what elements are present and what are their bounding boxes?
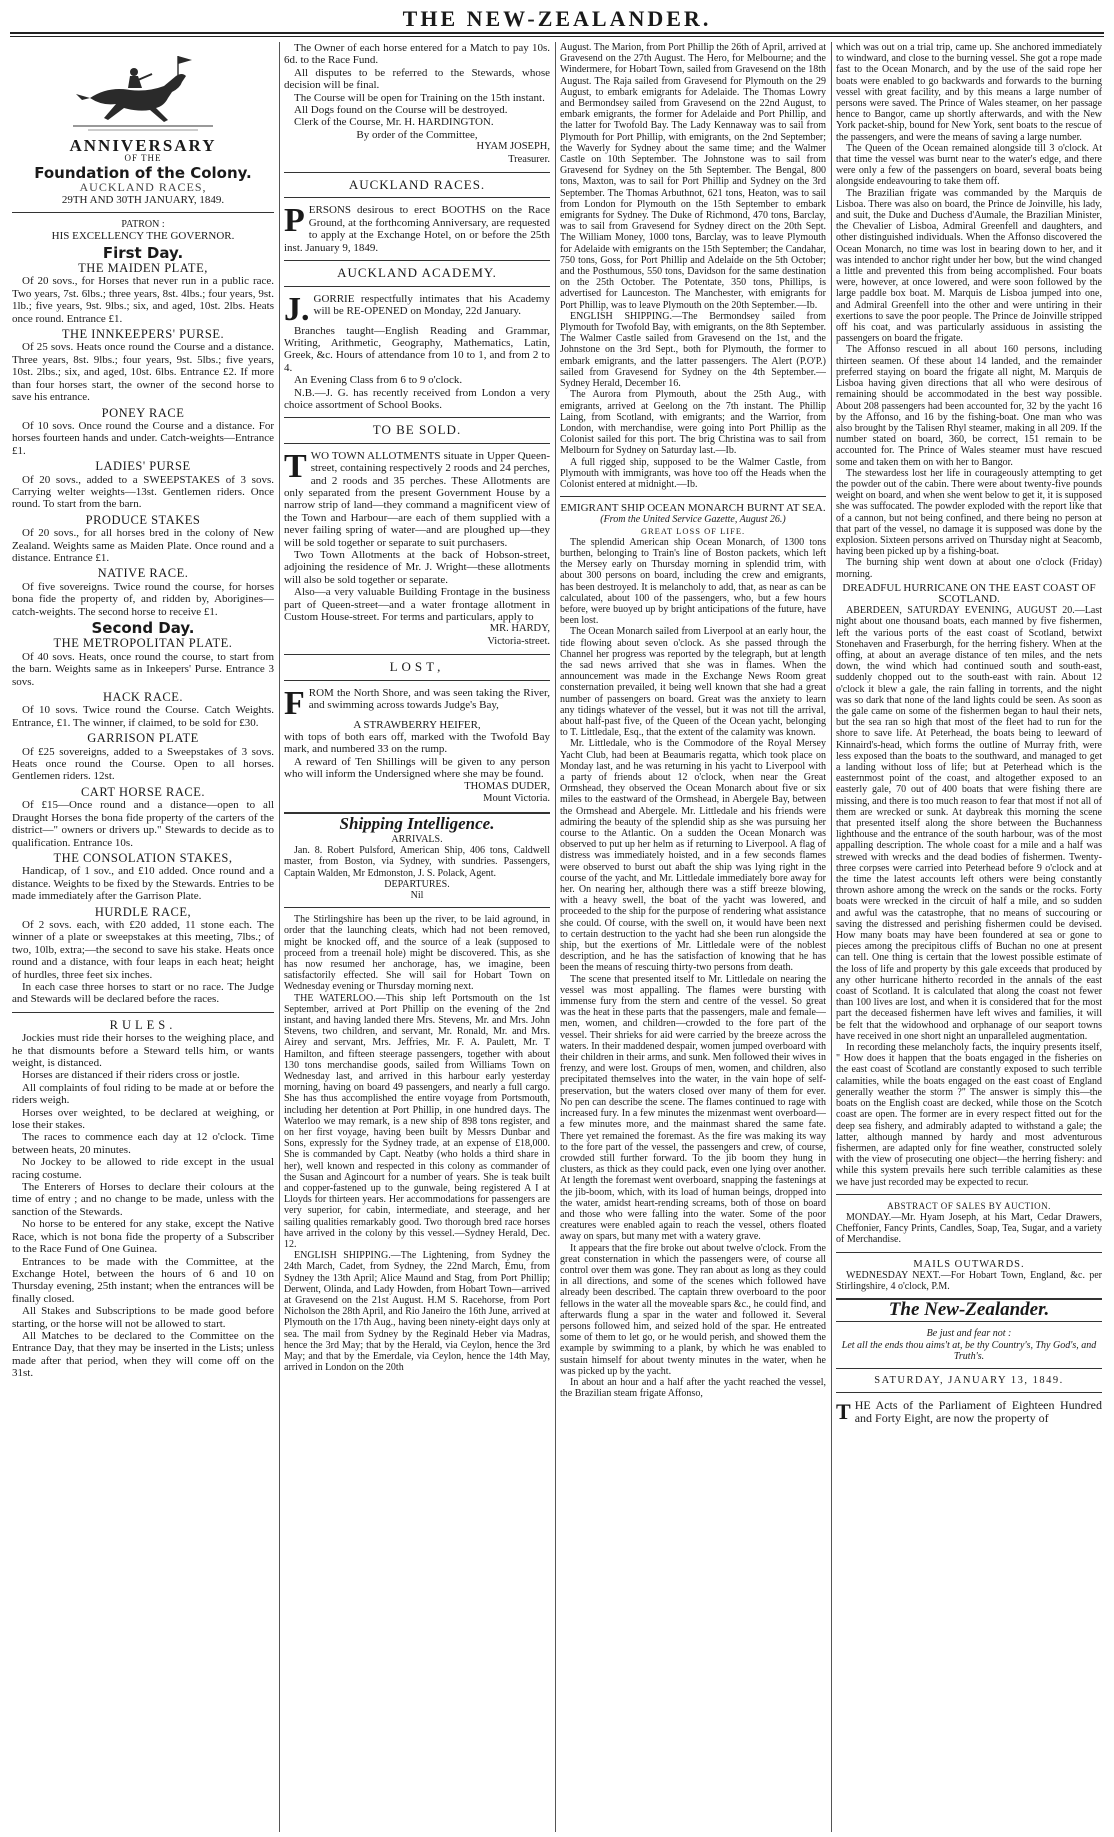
native-heading: NATIVE RACE. [97, 566, 189, 581]
arrivals-heading: ARRIVALS. [391, 833, 443, 845]
hack-heading: HACK RACE. [102, 690, 183, 705]
stirlingshire-item: The Stirlingshire has been up the river, to be laid aground, in order that the launching cleats, which had not been removed, might be knocked off, and the source of a leak (supposed to proceed from a treenail hole) might be discovered. This, as she has now resumed her anchorage, has, we imagine, been satisfactorily effected. She will sail for Hobart Town on Wednesday evening or Thursday morning next. [284, 914, 550, 993]
divider [12, 212, 274, 213]
column-4 [836, 42, 1102, 1832]
agent-address: Victoria-street. [487, 635, 550, 647]
column-2 [284, 42, 550, 1832]
leader-text: HE Acts of the Parliament of Eighteen Hundred and Forty Eight, are now the property of [854, 1398, 1102, 1426]
ladies-heading: LADIES' PURSE [95, 459, 191, 474]
column-3 [560, 42, 826, 1832]
mails-entry: WEDNESDAY NEXT.—For Hobart Town, England, &c. per Stirlingshire, 4 o'clock, P.M. [836, 1269, 1102, 1292]
departures-entry: Nil [410, 889, 424, 901]
issue-date: SATURDAY, JANUARY 13, 1849. [874, 1374, 1064, 1386]
hurdle-heading: HURDLE RACE, [94, 904, 192, 919]
auction-entry: MONDAY.—Mr. Hyam Joseph, at his Mart, Cedar Drawers, Cheffonier, Fancy Prints, Candles, Soap, Tea, Sugar, and a variety of Merchandise. [836, 1211, 1102, 1246]
english-shipping-item: ENGLISH SHIPPING.—The Bermondsey sailed from Plymouth for Twofold Bay, with emigrants, on the 8th September. The Walmer Castle sailed from Gravesend on the 1st, and the Johnstone on the 3rd Sept., both for Plymouth, the former to embark emigrants, and the latter passengers. The Alert (P.O'P.) sailed from Gravesend for Sydney on the 4th September.—Sydney Herald, December 16. [560, 310, 826, 390]
auction-heading: ABSTRACT OF SALES BY AUCTION. [887, 1200, 1051, 1211]
sale-notice-p3: Also—a very valuable Building Frontage in the business part of Queen-street—and a water frontage allotment in Custom House-street. For terms and particulars, apply to [284, 586, 550, 624]
article-paragraph: In recording these melancholy facts, the inquiry presents itself, " How does it happen that the boats engaged in the fisheries on the east coast of Scotland are constantly exposed to such terrible calamities, while the boats engaged on the east coast of England generally weather the storm ?" The answer is simply this—the boats on the English coast are decked, while those on the Scotch coast are open. The former are in every respect fitted out for the deep sea fishery, and admirably adapted to withstand a gale; the latter, although manned by hardy and most adventurous fishermen, are adapted only for fine weather, constructed solely with the view of prosecuting one object—the herring fishery: and while this system prevails here such terrible calamities as these we have just recorded may be expected to recur. [836, 1042, 1102, 1188]
hurdle-note: In each case three horses to start or no race. The Judge and Stewards will be declared before the races. [12, 980, 274, 1006]
divider [284, 260, 550, 261]
race-rule-item: The Owner of each horse entered for a Match to pay 10s. 6d. to the Race Fund. [284, 42, 550, 67]
masthead-rule [10, 32, 1104, 34]
academy-note: N.B.—J. G. has recently received from London a very choice assortment of School Books. [284, 386, 550, 411]
aurora-item: The Aurora from Plymouth, about the 25th Aug., with emigrants, arrived at Geelong on the 7th instant. The Phillip Laing, from Scotland, with emigrants; and the Warrior, from London, with merchandise, were going into Port Phillip as the Colonist sailed for this port. The brig Christina was to sail from Melbourn for Sydney on Saturday last.—Ib. [560, 389, 826, 457]
foundation-title: Foundation of the Colony. [34, 163, 252, 182]
drop-cap: F [284, 684, 305, 722]
races-name: AUCKLAND RACES, [79, 180, 207, 195]
sale-notice: WO TOWN ALLOTMENTS situate in Upper Queen-street, containing respectively 2 roods and 24 perches, and 2 roods and 35 perches. These Allotments are only separated from the present Government House by a narrow strip of land—they command a magnificent view of the Town and Harbour—are each of them supplied with a never failing spring of water—and are ploughed up—they will be sold together or separate to suit purchasers. [284, 449, 550, 549]
lost-notice-p3: A reward of Ten Shillings will be given to any person who will inform the Undersigned where she may be found. [284, 755, 550, 781]
race-rule-item: All disputes to be referred to the Stewards, whose decision will be final. [284, 66, 550, 92]
article-paragraph: It appears that the fire broke out about twelve o'clock. From the great consternation in which the passengers were, of course all control over them was gone. They ran about as long as they could in all directions, and some of the scenes which followed have already been described. The captain threw overboard to the poor fellows in the water all the moveable spars &c., he could find, and afterwards flung a spar in the water and followed it. Several persons followed him, and seized hold of the spar. He entreated some of them to let go, or he would perish, and showed them the example by swimming to a plank, by which he was enabled to sustain himself for about twenty minutes in the water, when he was picked up by the yacht. [560, 1242, 826, 1377]
divider [284, 907, 550, 908]
native-text: Of five sovereigns. Twice round the course, for horses bona fide the property of, and ridden by, Aborigines—catch-weights. The second horse to receive £1. [12, 580, 274, 618]
divider [284, 197, 550, 198]
motto-line: Let all the ends thou aims't at, be thy Country's, Thy God's, and Truth's. [841, 1339, 1097, 1362]
rule-item: The races to commence each day at 12 o'clock. Time between heats, 20 minutes. [12, 1131, 274, 1156]
hurdle-text: Of 2 sovs. each, with £20 added, 11 stone each. The winner of a plate or sweepstakes at this meeting, 7lbs.; of two, 10lb, extra;—the second to save his stake. Heats once round and a distance, with four leaps in each heat; height of hurdles, three feet six inches. [12, 918, 274, 981]
article-paragraph: Mr. Littledale, who is the Commodore of the Royal Mersey Yacht Club, had been at Beaumaris regatta, which took place on Monday last, and he was returning in his yacht to Liverpool with a party of friends about 12 o'clock, when near the Great Ormshead, they observed the Ocean Monarch about five or six miles to the eastward of the Ormshead, in Abergele Bay, between the Ormshead and Abergele. Mr. Littledale and his friends were admiring the beauty of the splendid ship as she was pursuing her course to the Atlantic. On a sudden the Ocean Monarch was observed to put up her helm as if returning to Liverpool. A flag of distress was immediately hoisted, and in a few seconds flames were observed to burst out abaft the ship was lying right in the course of the yacht, and Mr. Littledale immediately bore away for her. On nearing her, although there was a stiff breeze blowing, with a heavy swell, the boat of the yacht was lowered, and proceeded to the ship for the purpose of rendering what assistance she could. Of course, with the swell on, it would have been next to certain destruction to the yacht had she been run alongside the ship, but the exertions of Mr. Littledale were of the noblest description, and he has the satisfaction of knowing that he has been the means of rescuing thirty-two persons from death. [560, 738, 826, 974]
academy-heading: AUCKLAND ACADEMY. [337, 265, 497, 281]
drop-cap: T [284, 447, 307, 485]
divider [836, 1392, 1102, 1393]
garrison-heading: GARRISON PLATE [87, 731, 199, 746]
divider [836, 1252, 1102, 1253]
mails-heading: MAILS OUTWARDS. [913, 1258, 1025, 1270]
innkeepers-heading: THE INNKEEPERS' PURSE. [61, 327, 225, 342]
article-paragraph: The Ocean Monarch sailed from Liverpool at an early hour, the tide flowing about seven o'clock. As she passed through the Channel her progress was reported by the telegraph, but at length the sad news arrived that she was in flames. When the announcement was made in the Exchange News Room great consternation prevailed, it being well known that she had a great number of passengers on board. Great was the anxiety to learn any tidings whatever of the vessel, but it was not till the arrival, about half-past five, of the Queen of the Ocean yacht, belonging to T. Littledale, Esq., that the extent of the calamity was known. [560, 626, 826, 739]
divider [284, 680, 550, 681]
english-shipping-item: ENGLISH SHIPPING.—The Lightening, from Sydney the 24th March, Cadet, from Sydney, the 22nd March, Emu, from Sydney the 13th April; Alice Maund and Stag, from Port Phillip; Derwent, Olinda, and Lady Howden, from Hobart Town—arrived at Gravesend on the 21st August. H.M S. Racehorse, from Port Nicholson the 28th April, and Rio Janeiro the 16th June, arrived at Plymouth on the 17th Aug., having been ninety-eight days only at sea. The mail from Sydney by the Reginald Heber via Madras, hence the 3rd May; that by the Herald, via Ceylon, hence the 3rd May; and that by the Emerdale, via Ceylon, hence the 14th May, arrived in London on the 20th [284, 1250, 550, 1374]
column-divider [279, 42, 280, 1832]
ocean-monarch-heading: EMIGRANT SHIP OCEAN MONARCH BURNT AT SEA. [560, 502, 826, 515]
patron-name: HIS EXCELLENCY THE GOVERNOR. [51, 230, 235, 243]
metropolitan-text: Of 40 sovs. Heats, once round the course, to start from the barn. Weights same as in Inkeepers' Purse. Entrance 3 sovs. [12, 650, 274, 688]
owner-name: THOMAS DUDER, [464, 780, 550, 792]
racehorse-engraving-icon [68, 46, 218, 136]
drop-cap: T [836, 1399, 851, 1425]
ship-sighting-item: A full rigged ship, supposed to be the Walmer Castle, from Plymouth with immigrants, was hove too off the Heads when the Colonist entered at midnight.—Ib. [560, 456, 826, 490]
divider [836, 1321, 1102, 1322]
booths-notice: ERSONS desirous to erect BOOTHS on the Race Ground, at the forthcoming Anniversary, are requested to apply at the Exchange Hotel, on or before the 25th inst. January 9, 1849. [284, 204, 550, 254]
rule-item: All Matches to be declared to the Committee on the Entrance Day, that they may be inserted in the Lists; unless made after that period, when they will come off on the 31st. [12, 1329, 274, 1380]
academy-branches: Branches taught—English Reading and Grammar, Writing, Arithmetic, Geography, Mathematics, Latin, Greek, &c. Hours of attendance from 10 to 1, and from 2 to 4. [284, 324, 550, 374]
divider [284, 443, 550, 444]
article-paragraph: The Affonso rescued in all about 160 persons, including thirteen seamen. Of these about 14 landed, and the remainder preferred staying on board the frigate all night, M. Marquis de Lisboa having given directions that all who were desirous of remaining should be accommodated in the best way possible. About 208 passengers had been accounted for, 32 by the yacht 16 by the Affonso, and 16 by the fishing-boat. One man who was also brought by the Talisen Rhyl steamer, making in all 209. If the number stated on board, 360, be correct, 151 remain to be accounted for. The Prince of Wales steamer must have rescued some and taken them on with her to Bangor. [836, 344, 1102, 468]
divider [284, 172, 550, 173]
race-dates: 29TH AND 30TH JANUARY, 1849. [61, 193, 225, 206]
cart-horse-text: Of £15—Once round and a distance—open to all Draught Horses the bona fide property of the carters of the district—" owners or drivers up." Stewards to decide as to qualification. Entrance 10s. [12, 799, 274, 849]
waterloo-item: THE WATERLOO.—This ship left Portsmouth on the 1st September, arrived at Port Phillip on the evening of the 2nd instant, and having landed there Mrs. Stevens, Mr. and Mrs. John Stevens, two children, and servant, Mr. Ronald, Mr. and Mrs. Airey and servant, Mrs. Jeffries, Mr. F. A. Paulett, Mr. T Hamilton, and fifteen steerage passengers, together with about 130 tons merchandise goods, sailed from Williams Town on Wednesday last, and arrived in this harbour early yesterday morning, having on board 49 passengers, and nearly a full cargo. She has thus accomplished the entire voyage from Portsmouth, including her detention at Port Phillip, in one hundred days. The Waterloo we may remark, is a new ship of 898 tons register, and on her first voyage, having been built by Messrs Dunbar and Sons, expressly for the Sydney trade, at an expense of £18,000. She is commanded by Capt. Neatby (who holds a third share in her), well known and respected in this colony as commander of the Susan and Agincourt for a number of years. She is teak built and copper-fastened up to the gunwale, being registered A I at Lloyds for thirteen years. Her accommodations for passengers are very superior, for cabin, intermediate, and steerage, and her sailing qualities remarkably good. Two thorough bred race horses have arrived in the colony by this vessel.—Sydney Herald, Dec. 12. [284, 992, 550, 1251]
masthead-rule-thin [10, 36, 1104, 37]
article-paragraph: The scene that presented itself to Mr. Littledale on nearing the vessel was most appalling. The flames were bursting with immense fury from the stern and centre of the vessel. So great was the heat in these parts that the passengers, male and female—men, women, and children—crowded to the fore part of the vessel. Their shrieks for aid were carried by the breeze across the waters. In their maddened despair, women jumped overboard with their children in their arms, and sunk. Men followed their wives in frenzy, and were lost. Groups of men, women, and children, also precipitated themselves into the water, in the vain hope of self-preservation, but the waters closed over many of them for ever. No pen can describe the scene. The flames continued to rage with increased fury. In a few minutes the mizenmast went overboard—a few minutes more, and the mainmast shared the same fate. There yet remained the foremast. As the fire was making its way to the fore part of the vessel, the passengers and crew, of course, crowded still further forward. To the jib boom they hung in clusters, as thick as they could pack, even one lying over another. At length the foremast went overboard, snapping the fastenings at the jib-boom, which, with its load of human beings, dropped into the water, amidst heart-rending screams, both of those on board and those who were falling into the water. Some of the poor creatures were enabled again to reach the vessel, others floated away on spars, but many met with a watery grave. [560, 973, 826, 1243]
cart-horse-heading: CART HORSE RACE. [80, 784, 206, 799]
second-day-heading: Second Day. [91, 619, 195, 638]
rule-item: Horses are distanced if their riders cross or jostle. [22, 1069, 240, 1082]
article-paragraph: The Brazilian frigate was commanded by the Marquis de Lisboa. There was also on board, the Prince de Joinville, his lady, and suit, the Duke and Duchess d'Aumale, the Brazilian Minister, the Chevalier of Lisboa, Admiral Greenfell and daughters, and other distinguished individuals. When the Affonso discovered the Ocean Monarch, no time was lost in bearing down to her, and it was intended to anchor right under her bow, but the wind changed a little and prevented this from being accomplished. Four boats were, however, at once lowered, and were soon followed by the large paddle box boat. M. Marquis de Lisboa jumped into one, and Admiral Greenfell into the other and were untiring in their exertions to save the poor people. The Prince de Joinville stripped off his coat, and was particularly assiduous in assisting the passengers on board the frigate. [836, 187, 1102, 345]
rule-item: All complaints of foul riding to be made at or before the riders weigh. [12, 1081, 274, 1107]
divider [836, 1368, 1102, 1369]
heifer-label: A STRAWBERRY HEIFER, [353, 718, 481, 731]
rule-item: Jockies must ride their horses to the weighing place, and he that dismounts before a Steward tells him, or wants weight, is distanced. [12, 1032, 274, 1070]
lost-notice: ROM the North Shore, and was seen taking the River, and swimming across towards Judge's Bay, [308, 686, 550, 712]
motto-line: Be just and fear not : [926, 1328, 1012, 1340]
patron-label: PATRON : [121, 219, 165, 231]
produce-heading: PRODUCE STAKES [85, 512, 201, 527]
of-the-label: OF THE [124, 153, 162, 164]
clerk-of-course: Clerk of the Course, Mr. H. HARDINGTON. [294, 116, 494, 129]
race-rule-item: The Course will be open for Training on the 15th instant. [294, 91, 545, 104]
produce-text: Of 20 sovs., for all horses bred in the colony of New Zealand. Weights same as Maiden Plate. Once round and a distance. Entrance £1. [12, 527, 274, 564]
first-day-heading: First Day. [102, 243, 184, 262]
shipping-heading: Shipping Intelligence. [339, 813, 495, 833]
divider [284, 654, 550, 655]
signatory-title: Treasurer. [508, 153, 550, 165]
hurricane-heading: DREADFUL HURRICANE ON THE EAST COAST OF SCOTLAND. [842, 581, 1096, 605]
article-paragraph: which was out on a trial trip, came up. She anchored immediately to windward, and close to the burning vessel. She got a rope made fast to the Ocean Monarch, and by the use of the said rope her boats were enabled to go backwards and forwards to the burning vessel with great facility, and by this means a large number of persons were saved. The Prince of Wales steamer, on her passage hence to Bangor, came up shortly afterwards, and with the New York packet-ship, bound for New York, sent boats to the rescue of the passengers, and were the means of saving a large number. [836, 42, 1102, 143]
garrison-text: Of £25 sovereigns, added to a Sweepstakes of 3 sovs. Heats once round the Course. Open to all horses. Gentlemen riders. 12st. [12, 745, 274, 783]
column-divider [555, 42, 556, 1832]
rule-item: The Enterers of Horses to declare their colours at the time of entry ; and no change to be made, unless with the sanction of the Stewards. [12, 1181, 274, 1218]
shipping-continued: August. The Marion, from Port Phillip the 26th of April, arrived at Gravesend on the 27th August. The Hero, for Melbourne; and the Windermere, for Hobart Town, sailed from Gravesend on the 18th August. The Raja sailed from Gravesend for Plymouth on the 29 August, to embark emigrants for Adelaide. The Thomas Lowry and Bermondsey sailed from Gravesend on the 22nd August, to embark emigrants, the former for Adelaide and Port Phillip, and the latter for Twofold Bay. The Lady Kennaway was to sail from Plymouth for Port Phillip, with emigrants, on the 2nd September; the Waverly for Sydney about the same time; and the Walmer Castle on 10th September. The Johnstone was to sail from Gravesend for Sydney on the 5th September. The Bengal, 800 tons, Maxton, was to sail for Port Phillip and Sydney on the 3rd September. The Thomas Arbuthnot, 621 tons, Heaton, was to sail from London for Plymouth on the 15th September to embark emigrants for Sydney. The Duke of Richmond, 470 tons, Barclay, was to sail from Gravesend for Sydney direct on the 20th Sept. The William Money, 1000 tons, Barclay, was to leave Plymouth for Adelaide with emigrants on the 15th September; the Candahar, 750 tons, Goss, for Port Phillip and Adelaide on the 5th October; and the Posthumous, 550 tons, Davidson for the same destination on the 25th October. The Potentate, 350 tons, Phillips, is advertised for Launceston. The Manchester, with emigrants for Port Phillip, was to leave Plymouth on the 20th September.—Ib. [560, 42, 826, 311]
rule-item: No Jockey to be allowed to ride except in the usual racing costume. [12, 1156, 274, 1181]
article-paragraph: The stewardess lost her life in courageously attempting to get the powder out of the cabin. There were about twenty-five pounds weight on board, and when she went below to get it, it is supposed she was suffocated. The powder exploded with the report like that of a cannon, but not being confined, and there being no person at that part of the vessel, no damage it is supposed was done by the explosion. Sixteen persons arrived on Thursday night at Seacomb, having been picked up by a fishing-boat. [836, 467, 1102, 558]
race-rule-item: All Dogs found on the Course will be destroyed. [294, 104, 508, 117]
departures-heading: DEPARTURES. [384, 878, 450, 890]
divider [284, 286, 550, 287]
rule-item: All Stakes and Subscriptions to be made good before starting, or the horse will not be allowed to start. [12, 1305, 274, 1330]
divider [560, 496, 826, 497]
column-divider [831, 42, 832, 1832]
ocean-monarch-subhead: GREAT LOSS OF LIFE. [640, 525, 746, 536]
divider [12, 1012, 274, 1013]
paper-title: The New-Zealander. [888, 1299, 1050, 1321]
arrivals-entry: Jan. 8. Robert Pulsford, American Ship, 406 tons, Caldwell master, from Boston, via Sydney, with sundries. Passengers, Captain Walden, Mr Edmonston, J. S. Polack, Agent. [284, 845, 550, 879]
sale-notice-p2: Two Town Allotments at the back of Hobson-street, adjoining the residence of Mr. J. Wright—these allotments will also be sold together or separate. [284, 549, 550, 586]
divider [284, 417, 550, 418]
rules-heading: RULES. [109, 1017, 177, 1032]
ladies-text: Of 20 sovs., added to a SWEEPSTAKES of 3 sovs. Carrying welter weights—13st. Gentlemen riders. Once round. To start from the barn. [12, 473, 274, 511]
anniversary-title: ANNIVERSARY [69, 136, 217, 155]
academy-evening: An Evening Class from 6 to 9 o'clock. [294, 374, 463, 387]
drop-cap: P [284, 202, 305, 240]
article-paragraph: The burning ship went down at about one o'clock (Friday) morning. [836, 557, 1102, 580]
lost-heading: LOST, [389, 659, 445, 675]
rule-item: Horses over weighted, to be declared at weighing, or lose their stakes. [12, 1106, 274, 1132]
article-paragraph: ABERDEEN, SATURDAY EVENING, AUGUST 20.—Last night about one thousand boats, each manned by five fishermen, left the various ports of the east coast of Scotland, betwixt Stonehaven and Fraserburgh, for the herring fishery. When at the offing, at about an average distance of ten miles, and the nets down, the wind which had continued south and south-east, suddenly chopped out to the south-east with rain. About 12 o'clock it blew a gale, the rain falling in torrents, and the night was so dark that none of the land lights could be seen. As soon as the gale came on some of the fishermen began to haul their nets, but the sea ran so high that most of the fleet had to run for the shore to save life. At Peterhead, the boats being to leeward of Kinnaird's-head, which forms the outline of Murray frith, were less exposed than the boats to the southward, and managed to get a landing without loss of life; but at Peterhead which is the easternmost point of the coast, and altogether exposed to an easterly gale, 70 out of 400 boats that were fishing there are missing, and there is too much reason to fear that most if not all of them are wrecked or sunk. At daybreak this morning the scene that presented itself along the shore between the Buchanness lighthouse and the entrance of the south harbour, was of the most appalling description. The whole coast for a mile and a half was strewed with wrecks and the dead bodies of fishermen. Twenty-three corpses were carried into Peterhead before 9 o'clock and at the time the latest accounts left others were being constantly thrown ashore among the wreck on the sands or the rocks. Forty boats were wrecked in the circuit of half a mile, and so sudden and awful was the catastrophe, that no means of succouring or saving the distressed and perishing fishermen could be devised. How many boats may have been foundered at sea or gone to pieces among the precipitous cliffs of Buchan no one at present can tell. One thing is certain that the lowest possible estimate of the loss of life and property by this gale exceeds that produced by any other hurricane hitherto recorded in the annals of the east coast of Scotland. It is calculated that along the coast not fewer than 100 lives are lost, and when it is considered that for the most part the deceased fishermen have left wives and families, it will be felt that the widowhood and orphanage of our seaport towns have received in one short night an unparalleled augmentation. [836, 605, 1102, 1042]
poney-heading: PONEY RACE [101, 405, 185, 420]
rule-item: Entrances to be made with the Committee, at the Exchange Hotel, between the hours of 6 and 10 on Thursday evening, 25th instant; when the entrances will be finally closed. [12, 1255, 274, 1305]
masthead: THE NEW-ZEALANDER. [402, 6, 712, 31]
article-paragraph: In about an hour and a half after the yacht reached the vessel, the Brazilian steam frigate Affonso, [560, 1376, 826, 1400]
consolation-text: Handicap, of 1 sov., and £10 added. Once round and a distance. Weights to be fixed by the Stewards. Entries to be made immediately after the Garrison Plate. [12, 865, 274, 903]
maiden-plate-text: Of 20 sovs., for Horses that never run in a public race. Two years, 7st. 6lbs.; three years, 8st. 4lbs.; four years, 9st. 1lb.; five years, 9st. 9lbs.; six, and aged, 10st. 2lbs. Heats once round. Entrance £1. [12, 275, 274, 325]
committee-order: By order of the Committee, [356, 128, 478, 141]
poney-text: Of 10 sovs. Once round the Course and a distance. For horses fourteen hands and under. Catch-weights—Entrance £1. [12, 419, 274, 457]
auckland-races-heading: AUCKLAND RACES. [348, 177, 486, 193]
consolation-heading: THE CONSOLATION STAKES, [53, 850, 233, 865]
divider [836, 1194, 1102, 1195]
owner-address: Mount Victoria. [483, 793, 550, 805]
to-be-sold-heading: TO BE SOLD. [372, 422, 462, 438]
article-paragraph: The Queen of the Ocean remained alongside till 3 o'clock. At that time the vessel was burnt near to the water's edge, and there were only a few of the passengers on board, several boats being alongside endeavouring to take them off. [836, 142, 1102, 188]
drop-cap: J. [284, 290, 310, 328]
innkeepers-text: Of 25 sovs. Heats once round the Course and a distance. Three years, 8st. 9lbs.; four years, 9st. 5lbs.; five years, 10st. 2lbs.; six, and aged, 10st. 6lbs. Entrance £2. If more than four horses start, the owner of the second horse to save his entrance. [12, 341, 274, 404]
academy-notice: GORRIE respectfully intimates that his Academy will be RE-OPENED on Monday, 22d January. [313, 292, 550, 317]
metropolitan-heading: THE METROPOLITAN PLATE. [53, 636, 233, 651]
lost-notice-p2: with tops of both ears off, marked with the Twofold Bay mark, and numbered 33 on the rump. [284, 731, 550, 756]
maiden-plate-heading: THE MAIDEN PLATE, [78, 261, 208, 276]
agent-name: MR. HARDY, [489, 623, 550, 635]
rule-item: No horse to be entered for any stake, except the Native Race, which is not bona fide the property of a Subscriber to the Race Fund of One Guinea. [12, 1218, 274, 1256]
hack-text: Of 10 sovs. Twice round the Course. Catch Weights. Entrance, £1. The winner, if claimed, to be sold for £30. [12, 704, 274, 729]
column-1 [12, 42, 274, 1832]
article-paragraph: The splendid American ship Ocean Monarch, of 1300 tons burthen, belonging to Train's line of Boston packets, which left the Mersey early on Thursday morning in splendid trim, with about 300 persons on board, including the crew and emigrants, has been destroyed. It is melancholy to add, that, as near as can be calculated, about 100 of the passengers, who, but a few hours before, were buoyed up by bright anticipations of the future, have been lost. [560, 536, 826, 627]
signatory-name: HYAM JOSEPH, [476, 141, 550, 153]
ocean-monarch-source: (From the United Service Gazette, August 26.) [600, 514, 786, 526]
